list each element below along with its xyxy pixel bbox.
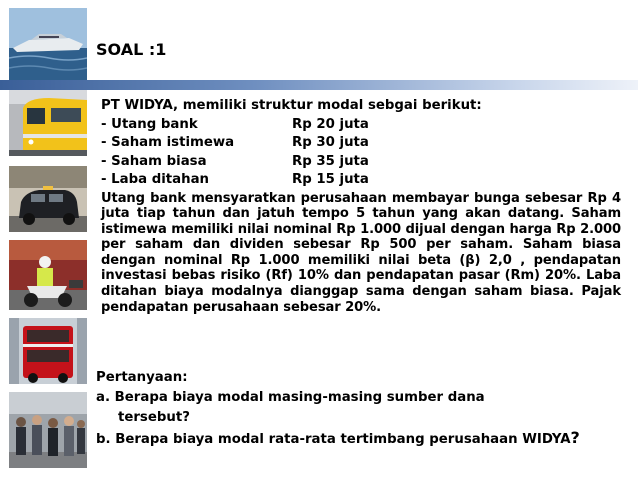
question-b (96, 428, 626, 450)
question-b-mark: ? (570, 428, 580, 447)
capital-item-label: - Saham istimewa (101, 135, 235, 150)
train-photo (9, 90, 87, 156)
taxi-photo (9, 166, 87, 232)
question-b-text: b. Berapa biaya modal rata-rata tertimbang perusahaan WIDYA (96, 432, 571, 447)
capital-item-value: Rp 30 juta (292, 135, 369, 150)
capital-item-retained-earnings (101, 171, 621, 190)
crowd-photo (9, 392, 87, 468)
capital-item-value: Rp 20 juta (292, 116, 369, 132)
capital-item-bank-debt (101, 116, 621, 135)
boat-photo (9, 8, 87, 80)
motorcycle-police-photo (9, 240, 87, 310)
slide-title: SOAL :1 (96, 40, 167, 59)
capital-item-value: Rp 35 juta (292, 153, 369, 169)
problem-paragraph: Utang bank mensyaratkan perusahaan membayar bunga sebesar Rp 4 juta tiap tahun dan jatuh tempo 5 tahun yang akan datang. Saham istimewa memiliki nilai nominal Rp 1.000 dijual dengan harga Rp 2.000 per saham dan dividen sebesar Rp 500 per saham. Saham biasa dengan nominal Rp 1.000 memiliki nilai beta (β) 2,0 , pendapatan investasi bebas risiko (Rf) 10% dan pendapatan pasar (Rm) 20%. Laba ditahan biaya modalnya dianggap sama dengan saham biasa. Pajak pendapatan perusahaan sebesar 20%. (101, 190, 621, 315)
problem-statement (101, 97, 621, 315)
intro-line: PT WIDYA, memiliki struktur modal sebgai berikut: (101, 98, 482, 113)
double-decker-bus-photo (9, 318, 87, 384)
question-a: a. Berapa biaya modal masing-masing sumber dana (96, 390, 485, 405)
capital-item-label: - Saham biasa (101, 153, 207, 169)
questions-header: Pertanyaan: (96, 370, 188, 385)
capital-item-label: - Utang bank (101, 116, 198, 132)
capital-item-value: Rp 15 juta (292, 172, 369, 187)
questions-block (96, 368, 626, 450)
capital-item-common-stock (101, 153, 621, 172)
question-a-continued: tersebut? (118, 410, 190, 425)
capital-item-preferred-stock (101, 134, 621, 153)
title-banner (0, 80, 638, 90)
capital-item-label: - Laba ditahan (101, 172, 210, 187)
